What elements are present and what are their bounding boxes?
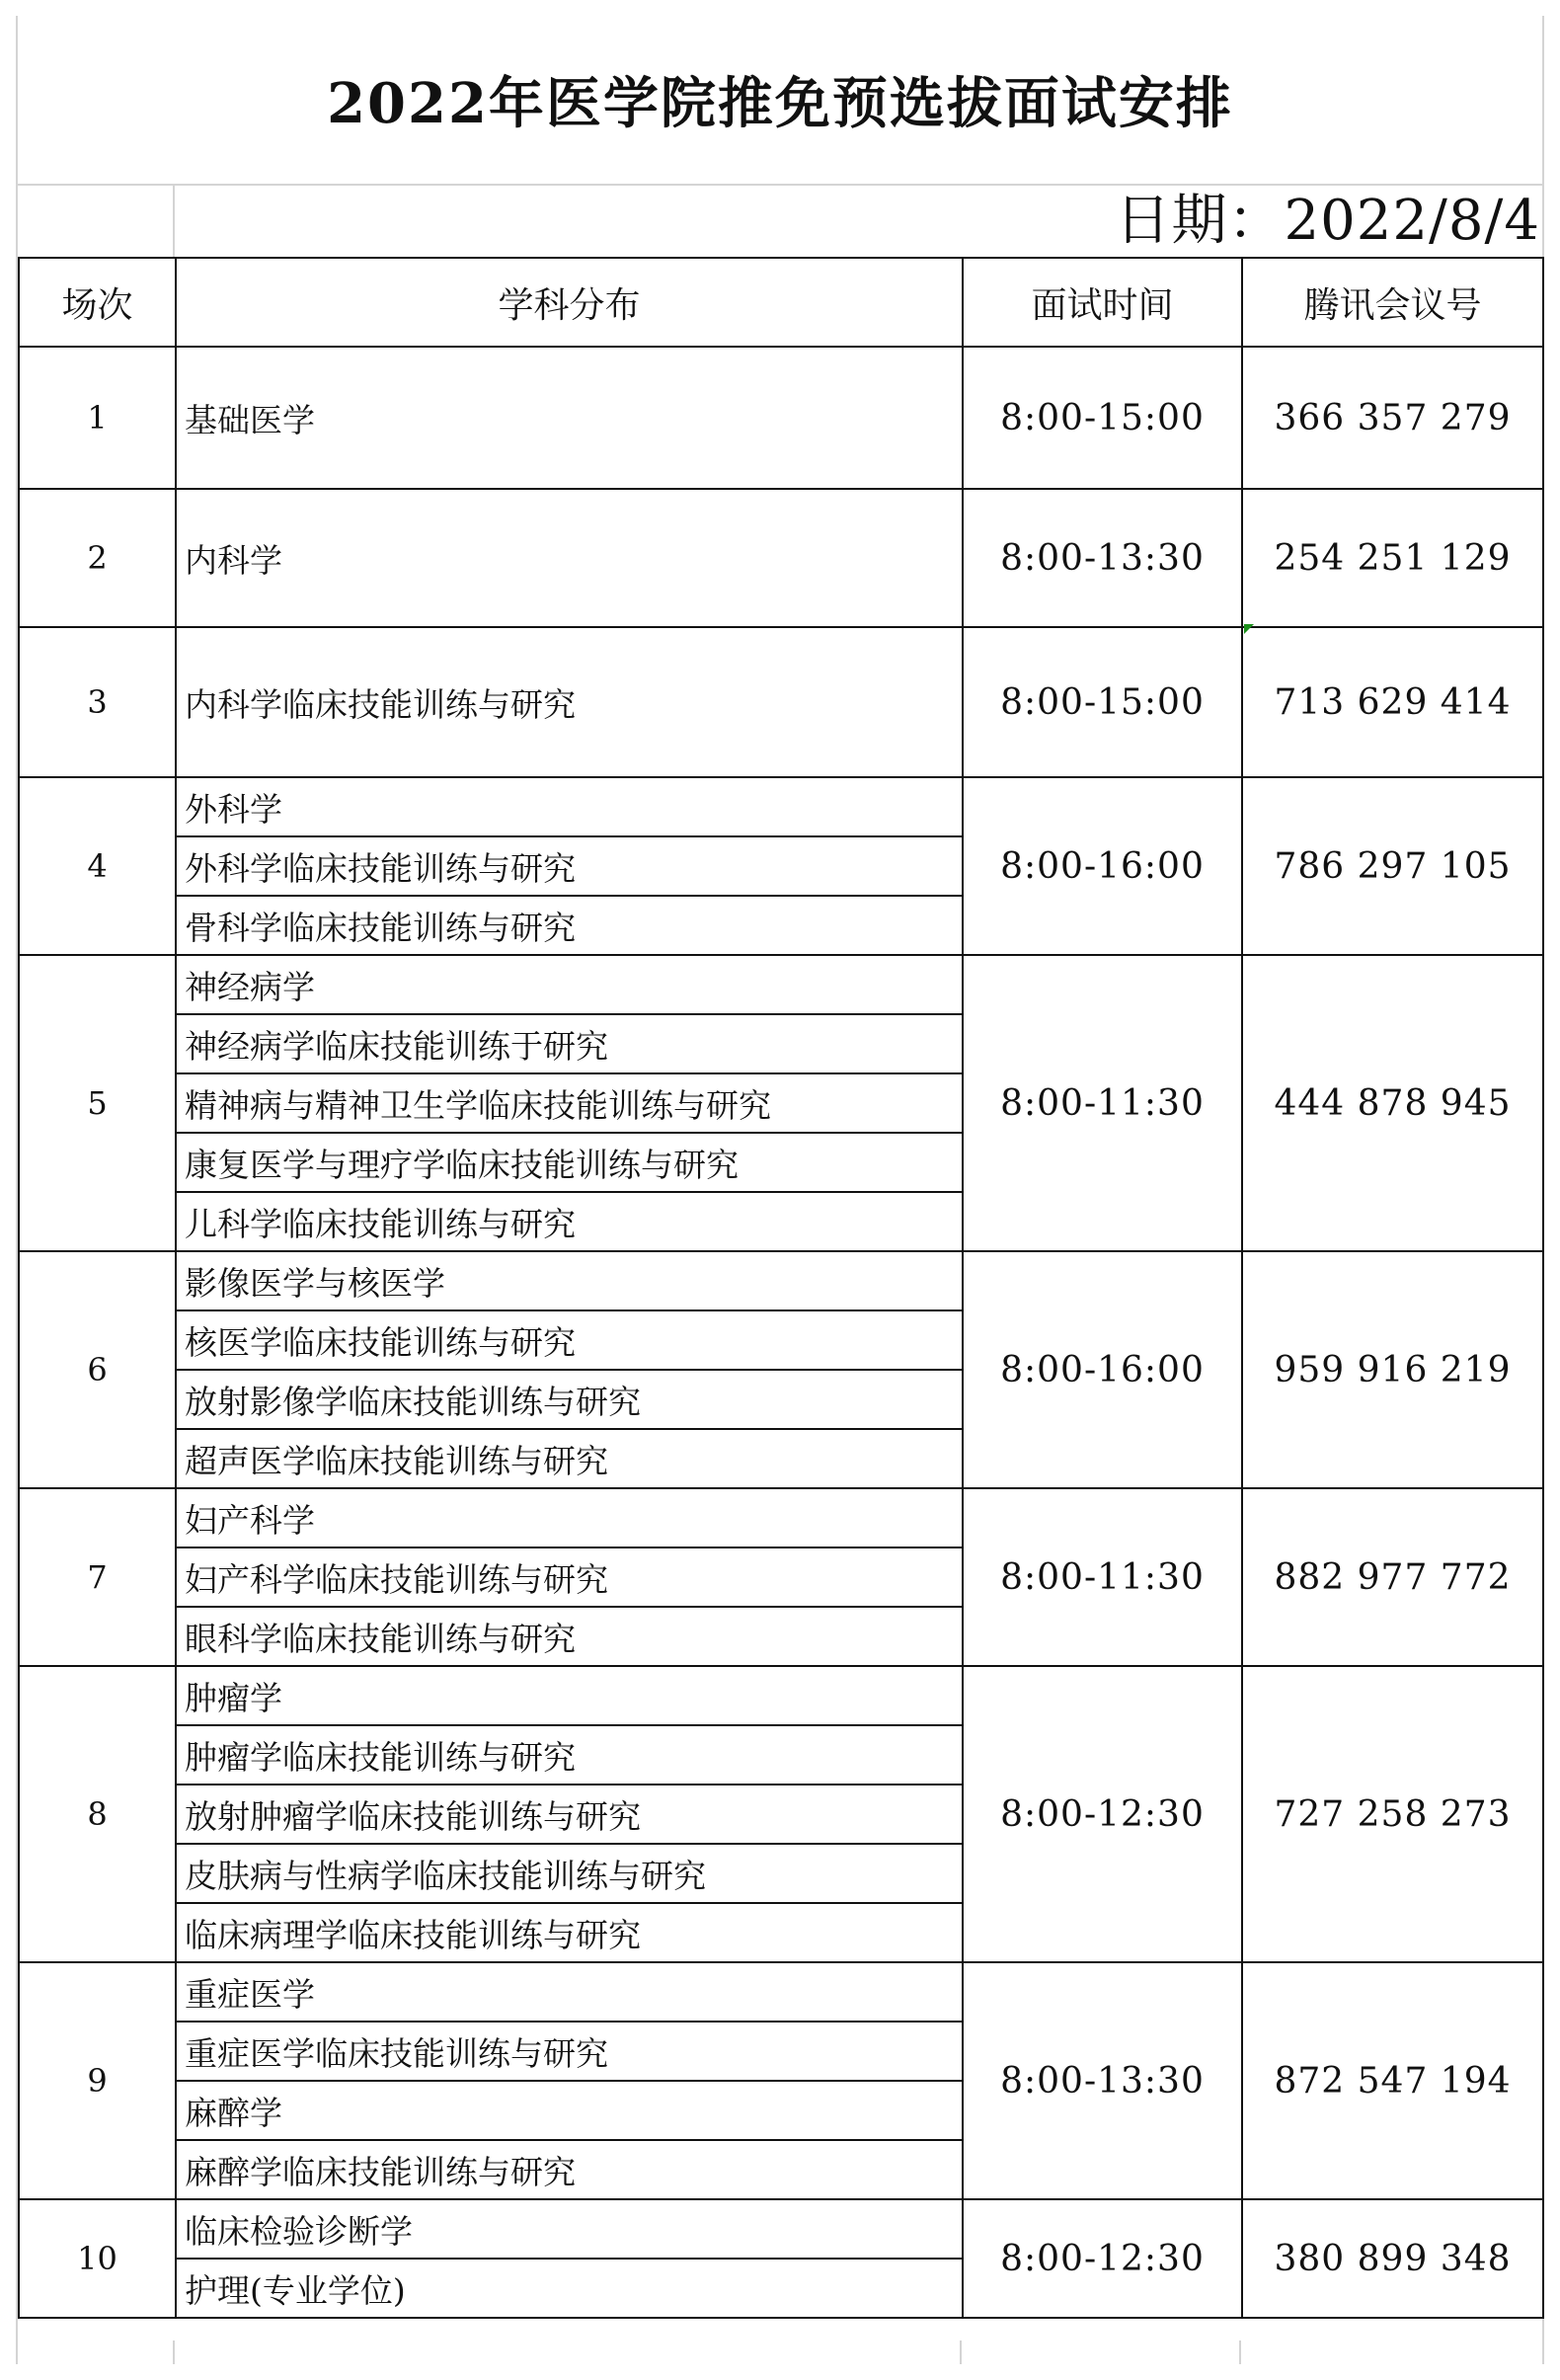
meeting-id: 366 357 279 <box>1242 347 1543 489</box>
table-row <box>19 489 1543 627</box>
meeting-id: 872 547 194 <box>1242 1962 1543 2199</box>
table-row <box>19 1488 1543 1547</box>
session-number: 9 <box>19 1962 176 2199</box>
interview-time: 8:00-12:30 <box>963 2199 1242 2318</box>
page-title: 2022年医学院推免预选拔面试安排 <box>18 16 1542 186</box>
subject-cell: 麻醉学 <box>176 2081 963 2140</box>
table-row <box>19 777 1543 836</box>
meeting-id: 727 258 273 <box>1242 1666 1543 1962</box>
interview-time: 8:00-13:30 <box>963 489 1242 627</box>
table-row <box>19 347 1543 489</box>
interview-time: 8:00-12:30 <box>963 1666 1242 1962</box>
header-session: 场次 <box>19 258 176 347</box>
session-number: 3 <box>19 627 176 777</box>
session-number: 4 <box>19 777 176 955</box>
session-number: 7 <box>19 1488 176 1666</box>
subject-cell: 内科学临床技能训练与研究 <box>176 627 963 777</box>
date-label: 日期：2022/8/4 <box>1115 189 1540 253</box>
table-row <box>19 955 1543 1014</box>
meeting-id: 786 297 105 <box>1242 777 1543 955</box>
subject-cell: 儿科学临床技能训练与研究 <box>176 1192 963 1251</box>
schedule-table <box>18 257 1544 2319</box>
table-row <box>19 1962 1543 2022</box>
session-number: 5 <box>19 955 176 1251</box>
session-number: 6 <box>19 1251 176 1488</box>
cell-comment-marker <box>1244 624 1254 634</box>
interview-time: 8:00-13:30 <box>963 1962 1242 2199</box>
subject-cell: 放射肿瘤学临床技能训练与研究 <box>176 1785 963 1844</box>
header-row <box>19 258 1543 347</box>
subject-cell: 放射影像学临床技能训练与研究 <box>176 1370 963 1429</box>
session-number: 8 <box>19 1666 176 1962</box>
subject-cell: 护理(专业学位) <box>176 2259 963 2318</box>
meeting-id: 380 899 348 <box>1242 2199 1543 2318</box>
subject-cell: 妇产科学 <box>176 1488 963 1547</box>
subject-cell: 内科学 <box>176 489 963 627</box>
subject-cell: 临床病理学临床技能训练与研究 <box>176 1903 963 1962</box>
subject-cell: 肿瘤学 <box>176 1666 963 1725</box>
subject-cell: 影像医学与核医学 <box>176 1251 963 1310</box>
subject-cell: 眼科学临床技能训练与研究 <box>176 1607 963 1666</box>
table-row <box>19 1251 1543 1310</box>
table-row <box>19 2199 1543 2259</box>
subject-cell: 基础医学 <box>176 347 963 489</box>
subject-cell: 核医学临床技能训练与研究 <box>176 1310 963 1370</box>
interview-time: 8:00-11:30 <box>963 955 1242 1251</box>
interview-time: 8:00-15:00 <box>963 347 1242 489</box>
subject-cell: 精神病与精神卫生学临床技能训练与研究 <box>176 1073 963 1133</box>
empty-footer-row <box>18 2340 1542 2364</box>
session-number: 2 <box>19 489 176 627</box>
date-row <box>18 186 1542 257</box>
subject-cell: 康复医学与理疗学临床技能训练与研究 <box>176 1133 963 1192</box>
subject-cell: 麻醉学临床技能训练与研究 <box>176 2140 963 2199</box>
grid-line <box>1239 2340 1241 2364</box>
subject-cell: 骨科学临床技能训练与研究 <box>176 896 963 955</box>
subject-cell: 肿瘤学临床技能训练与研究 <box>176 1725 963 1785</box>
meeting-id: 713 629 414 <box>1242 627 1543 777</box>
meeting-id: 959 916 219 <box>1242 1251 1543 1488</box>
header-meeting: 腾讯会议号 <box>1242 258 1543 347</box>
subject-cell: 重症医学 <box>176 1962 963 2022</box>
table-row <box>19 1666 1543 1725</box>
table-row <box>19 627 1543 777</box>
meeting-id: 254 251 129 <box>1242 489 1543 627</box>
meeting-id: 882 977 772 <box>1242 1488 1543 1666</box>
subject-cell: 妇产科学临床技能训练与研究 <box>176 1547 963 1607</box>
session-number: 1 <box>19 347 176 489</box>
subject-cell: 超声医学临床技能训练与研究 <box>176 1429 963 1488</box>
subject-cell: 外科学临床技能训练与研究 <box>176 836 963 896</box>
subject-cell: 神经病学 <box>176 955 963 1014</box>
grid-line <box>173 186 175 257</box>
grid-line <box>173 2340 175 2364</box>
interview-time: 8:00-16:00 <box>963 1251 1242 1488</box>
subject-cell: 临床检验诊断学 <box>176 2199 963 2259</box>
interview-time: 8:00-11:30 <box>963 1488 1242 1666</box>
header-subjects: 学科分布 <box>176 258 963 347</box>
session-number: 10 <box>19 2199 176 2318</box>
interview-time: 8:00-15:00 <box>963 627 1242 777</box>
meeting-id: 444 878 945 <box>1242 955 1543 1251</box>
subject-cell: 重症医学临床技能训练与研究 <box>176 2022 963 2081</box>
subject-cell: 神经病学临床技能训练于研究 <box>176 1014 963 1073</box>
subject-cell: 皮肤病与性病学临床技能训练与研究 <box>176 1844 963 1903</box>
subject-cell: 外科学 <box>176 777 963 836</box>
interview-time: 8:00-16:00 <box>963 777 1242 955</box>
schedule-body <box>19 347 1543 2318</box>
grid-line <box>960 2340 962 2364</box>
schedule-sheet <box>16 16 1544 2364</box>
header-time: 面试时间 <box>963 258 1242 347</box>
